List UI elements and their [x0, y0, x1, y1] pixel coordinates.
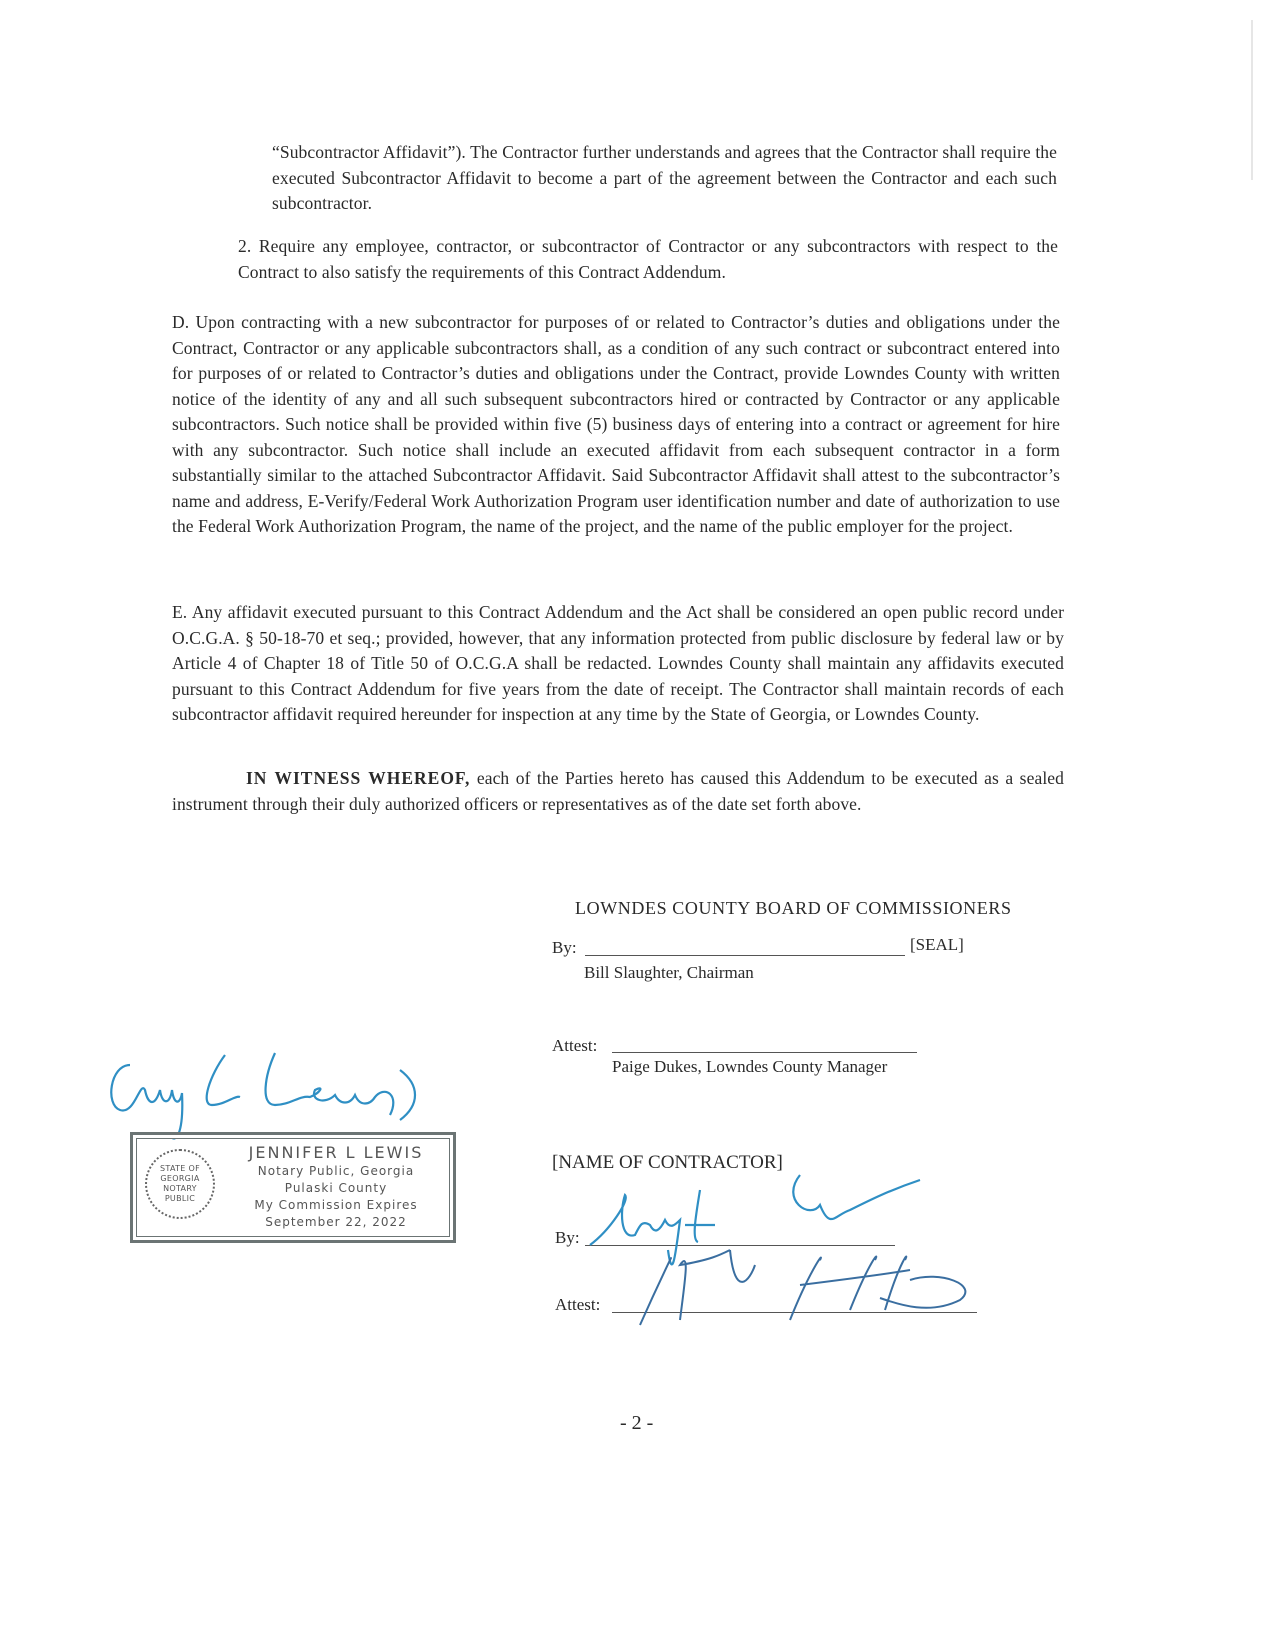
paragraph-c1-continued: “Subcontractor Affidavit”). The Contractor further understands and agrees that the Contractor shall require the executed Subcontractor Affidavit to become a part of the agreement between the Contractor and each such subcontractor. [272, 142, 1057, 213]
chairman-name: Bill Slaughter, Chairman [584, 963, 754, 982]
seal-label: [SEAL] [910, 935, 964, 954]
notary-expires-date: September 22, 2022 [265, 1215, 407, 1229]
scan-edge [1251, 20, 1253, 180]
contractor-signature [580, 1170, 980, 1330]
page-number: - 2 - [620, 1412, 654, 1434]
witness-lead: IN WITNESS WHEREOF, [246, 768, 471, 788]
contractor-heading: [NAME OF CONTRACTOR] [552, 1152, 783, 1173]
county-attest-label: Attest: [552, 1036, 598, 1055]
paragraph-d: D. Upon contracting with a new subcontractor for purposes of or related to Contractor’s duties and obligations under the Contract, Contractor or any applicable subcontractors shall, as a condition of any such contract or subcontract entered into for purposes of or related to Contractor’s duties and obligations under the Contract, provide Lowndes County with written notice of the identity of any and all such subsequent subcontractors hired or contracted by Contractor or any applicable subcontractors. Such notice shall be provided within five (5) business days of entering into a contract or agreement for hire with any subcontractor. Such notice shall include an executed affidavit from each subsequent contractor in a form substantially similar to the attached Subcontractor Affidavit. Said Subcontractor Affidavit shall attest to the subcontractor’s name and address, E-Verify/Federal Work Authorization Program user identification number and date of authorization to use the Federal Work Authorization Program, the name of the project, and the name of the public employer for the project. [172, 312, 1060, 536]
paragraph-witness [172, 766, 1064, 817]
notary-seal-icon [145, 1149, 215, 1219]
notary-county: Pulaski County [284, 1181, 388, 1195]
contractor-by-label: By: [555, 1228, 580, 1247]
notary-signature [100, 1035, 440, 1145]
county-heading: LOWNDES COUNTY BOARD OF COMMISSIONERS [575, 898, 1012, 918]
witness-text: each of the Parties hereto has caused this Addendum to be executed as a sealed instrument through their duly authorized officers or representatives as of the date set forth above. [172, 768, 1064, 814]
notary-title: Notary Public, Georgia [257, 1164, 415, 1178]
notary-name: JENNIFER L LEWIS [248, 1143, 424, 1162]
contractor-attest-label: Attest: [555, 1295, 601, 1314]
paragraph-c2: 2. Require any employee, contractor, or subcontractor of Contractor or any subcontractors with respect to the Contract to also satisfy the requirements of this Contract Addendum. [238, 236, 1058, 282]
notary-seal-text: STATE OF GEORGIA NOTARY PUBLIC [160, 1164, 200, 1203]
county-attest-line [612, 1052, 917, 1053]
notary-stamp [130, 1132, 456, 1243]
notary-expires-label: My Commission Expires [254, 1198, 418, 1212]
county-by-label: By: [552, 938, 577, 957]
manager-name: Paige Dukes, Lowndes County Manager [612, 1057, 888, 1076]
paragraph-e: E. Any affidavit executed pursuant to this Contract Addendum and the Act shall be considered an open public record under O.C.G.A. § 50-18-70 et seq.; provided, however, that any information protected from public disclosure by federal law or by Article 4 of Chapter 18 of Title 50 of O.C.G.A shall be redacted. Lowndes County shall maintain any affidavits executed pursuant to this Contract Addendum for five years from the date of receipt. The Contractor shall maintain records of each subcontractor affidavit required hereunder for inspection at any time by the State of Georgia, or Lowndes County. [172, 602, 1064, 724]
county-signature-line [585, 955, 905, 956]
